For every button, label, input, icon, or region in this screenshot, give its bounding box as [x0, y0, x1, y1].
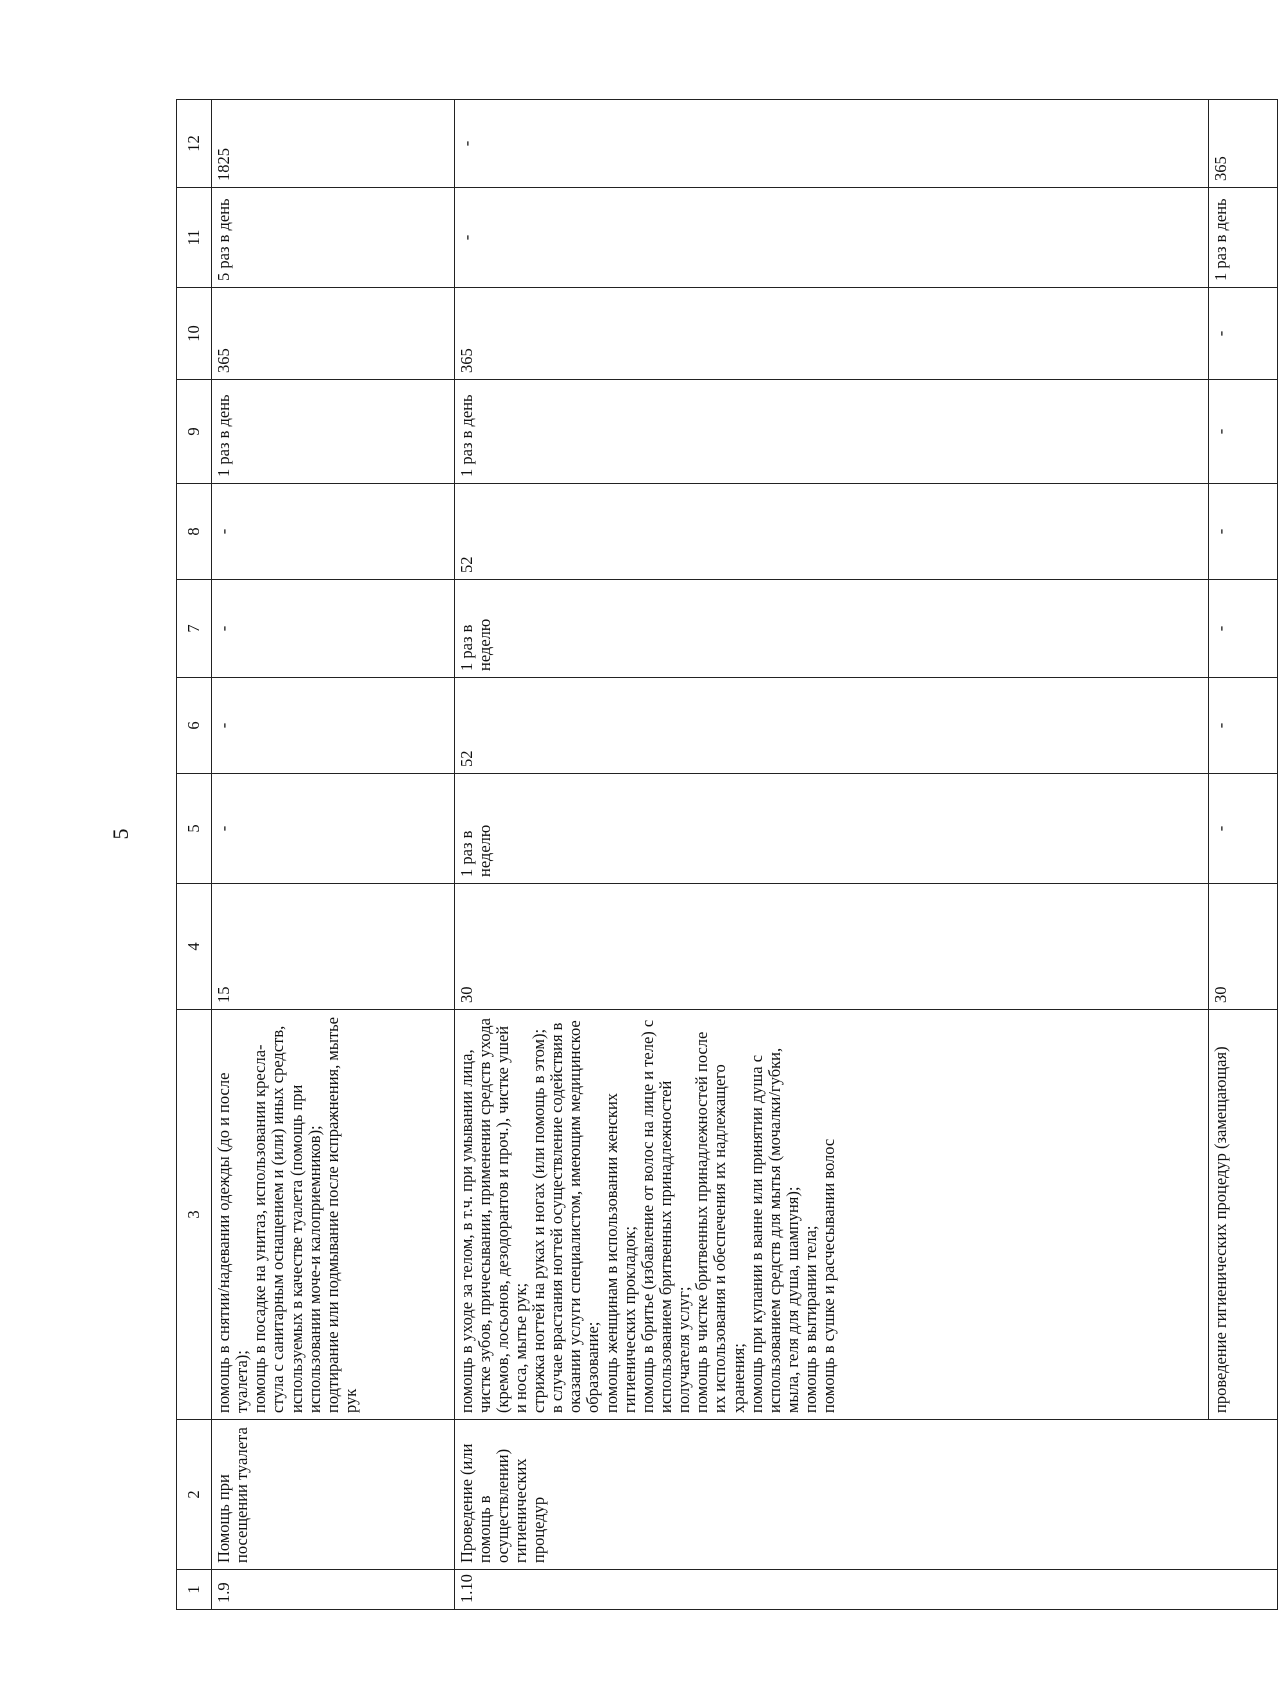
description-line: помощь при купании в ванне или принятии душа с использованием средств для мытья (мочалки/губки, мыла, геля для душа, шампуня); [746, 1047, 803, 1413]
description-line: подтирание или подмывание после испражнения, мытье рук [322, 1017, 360, 1413]
count-cell: 52 [454, 484, 1209, 580]
frequency-cell: 1 раз в день [1209, 188, 1278, 288]
column-header: 8 [177, 484, 212, 580]
count-cell: 365 [212, 288, 455, 380]
service-description [212, 1010, 455, 1420]
row-number: 1.9 [212, 1570, 455, 1610]
table-row-1-10-substitute [1209, 100, 1278, 1610]
description-line: помощь в уходе за телом, в т.ч. при умывании лица, чистке зубов, причесывании, применении средств ухода (кремов, лосьонов, дезодорантов и проч.), чистке ушей и носа, мытье рук; [456, 1018, 530, 1413]
service-description: проведение гигиенических процедур (замещающая) [1209, 1010, 1278, 1420]
count-cell: - [1209, 678, 1278, 774]
service-table-rotated [176, 100, 1278, 1610]
description-line: помощь в бритье (избавление от волос на лице и теле) с использованием бритвенных принадлежностей получателя услуг; [637, 1019, 694, 1413]
description-line: помощь женщинам в использовании женских гигиенических прокладок; [601, 1092, 639, 1413]
frequency-cell: 1 раз в неделю [454, 774, 1209, 884]
description-line: помощь в посадке на унитаз, использовании кресла-стула с санитарным оснащением и (или) иных средств, используемых в качестве туалета (помощь при использовании моче-и калоприемников); [250, 1025, 324, 1413]
service-name: Проведение (или помощь в осуществлении) гигиенических процедур [454, 1420, 1278, 1570]
count-cell: - [1209, 288, 1278, 380]
service-name: Помощь при посещении туалета [212, 1420, 455, 1570]
count-cell: 365 [454, 288, 1209, 380]
time-minutes: 30 [454, 884, 1209, 1010]
frequency-cell: 1 раз в день [454, 380, 1209, 484]
frequency-cell: - [1209, 380, 1278, 484]
description-line: в случае врастания ногтей осуществление содействия в оказании услуги специалистом, имеющим медицинское образование; [547, 1020, 603, 1413]
header-row [177, 100, 212, 1610]
frequency-cell: - [1209, 774, 1278, 884]
column-header: 12 [177, 100, 212, 188]
frequency-cell: - [1209, 580, 1278, 678]
description-line: помощь в снятии/надевании одежды (до и после туалета); [214, 1072, 252, 1413]
time-minutes: 15 [212, 884, 455, 1010]
count-cell: - [1209, 484, 1278, 580]
column-header: 5 [177, 774, 212, 884]
description-line: помощь в вытирании тела; [801, 1225, 821, 1413]
service-description [454, 1010, 1209, 1420]
column-header: 3 [177, 1010, 212, 1420]
frequency-cell: 5 раз в день [212, 188, 455, 288]
column-header: 7 [177, 580, 212, 678]
count-cell: - [212, 484, 455, 580]
column-header: 9 [177, 380, 212, 484]
column-header: 4 [177, 884, 212, 1010]
frequency-cell: 1 раз в неделю [454, 580, 1209, 678]
count-cell: 1825 [212, 100, 455, 188]
description-line: помощь в сушке и расчесывании волос [819, 1138, 839, 1413]
column-header: 10 [177, 288, 212, 380]
table-row-1-10 [454, 100, 1209, 1610]
row-number: 1.10 [454, 1570, 1278, 1610]
column-header: 6 [177, 678, 212, 774]
count-cell: 365 [1209, 100, 1278, 188]
count-cell: - [454, 100, 1209, 188]
column-header: 11 [177, 188, 212, 288]
frequency-cell: - [454, 188, 1209, 288]
description-line: помощь в чистке бритвенных принадлежностей после их использования и обеспечения их надлежащего хранения; [692, 1031, 748, 1413]
frequency-cell: - [212, 580, 455, 678]
count-cell: 52 [454, 678, 1209, 774]
column-header: 1 [177, 1570, 212, 1610]
service-table [176, 99, 1278, 1610]
frequency-cell: - [212, 774, 455, 884]
table-row-1-9 [212, 100, 455, 1610]
time-minutes: 30 [1209, 884, 1278, 1010]
frequency-cell: 1 раз в день [212, 380, 455, 484]
column-header: 2 [177, 1420, 212, 1570]
count-cell: - [212, 678, 455, 774]
description-line: стрижка ногтей на руках и ногах (или помощь в этом); [529, 1028, 549, 1413]
page-number: 5 [108, 828, 133, 840]
